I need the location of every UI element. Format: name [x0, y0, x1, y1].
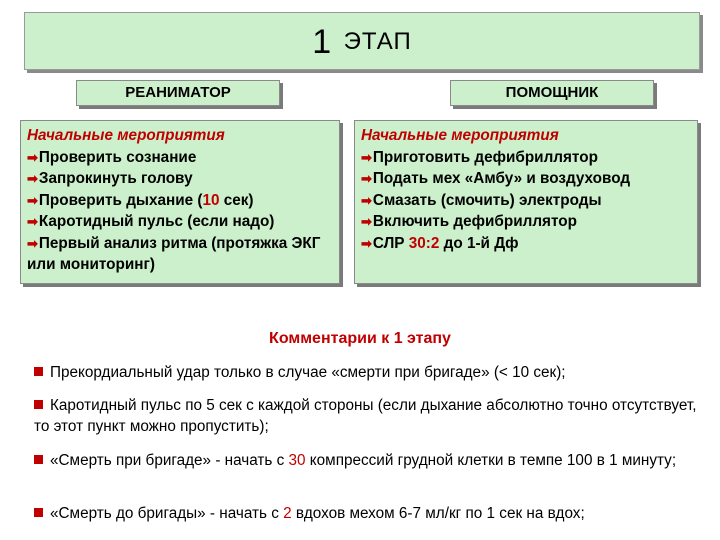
right-arrow-icon: ➡ [361, 192, 372, 208]
right-arrow-icon: ➡ [27, 149, 38, 165]
assistant-actions-panel [354, 120, 698, 284]
panel-heading: Начальные мероприятия [27, 127, 225, 144]
resuscitator-actions-panel [20, 120, 340, 284]
list-item: ➡СЛР 30:2 до 1-й Дф [361, 234, 519, 252]
comment-3: «Смерть при бригаде» - начать с 30 компрессий грудной клетки в темпе 100 в 1 минуту; [34, 450, 704, 471]
comments-title: Комментарии к 1 этапу [269, 330, 451, 347]
comment-1: Прекордиальный удар только в случае «смерти при бригаде» (< 10 сек); [34, 362, 704, 383]
role-resuscitator: РЕАНИМАТОР [76, 80, 280, 106]
list-item: ➡Запрокинуть голову [27, 170, 193, 187]
comment-2: Каротидный пульс по 5 сек с каждой стороны (если дыхание абсолютно точно отсутствует, то этот пункт можно пропустить); [34, 397, 697, 435]
list-item: ➡Проверить сознание [27, 148, 197, 166]
right-arrow-icon: ➡ [361, 171, 372, 186]
stage-word: ЭТАП [343, 28, 412, 55]
square-bullet-icon [34, 508, 43, 517]
list-item: ➡Подать мех «Амбу» и воздуховод [361, 170, 631, 187]
right-arrow-icon: ➡ [27, 171, 38, 186]
list-item: ➡Каротидный пульс (если надо) [27, 213, 275, 230]
square-bullet-icon [34, 367, 43, 376]
role-assistant: ПОМОЩНИК [450, 80, 654, 106]
square-bullet-icon [34, 400, 43, 409]
comment-4: «Смерть до бригады» - начать с 2 вдохов мехом 6-7 мл/кг по 1 сек на вдох; [34, 503, 704, 524]
list-item: ➡Проверить дыхание (10 сек) [27, 191, 254, 209]
right-arrow-icon: ➡ [361, 214, 372, 229]
list-item: ➡Смазать (смочить) электроды [361, 191, 602, 209]
panel-heading: Начальные мероприятия [361, 127, 559, 144]
list-item: ➡Первый анализ ритма (протяжка ЭКГ или мониторинг) [27, 234, 321, 273]
right-arrow-icon: ➡ [27, 214, 38, 229]
list-item: ➡Включить дефибриллятор [361, 213, 577, 230]
right-arrow-icon: ➡ [27, 192, 38, 208]
right-arrow-icon: ➡ [361, 235, 372, 251]
right-arrow-icon: ➡ [361, 149, 372, 165]
square-bullet-icon [34, 455, 43, 464]
stage-title-banner [24, 12, 700, 70]
right-arrow-icon: ➡ [27, 235, 38, 251]
list-item: ➡Приготовить дефибриллятор [361, 148, 598, 166]
stage-number: 1 [312, 23, 332, 61]
